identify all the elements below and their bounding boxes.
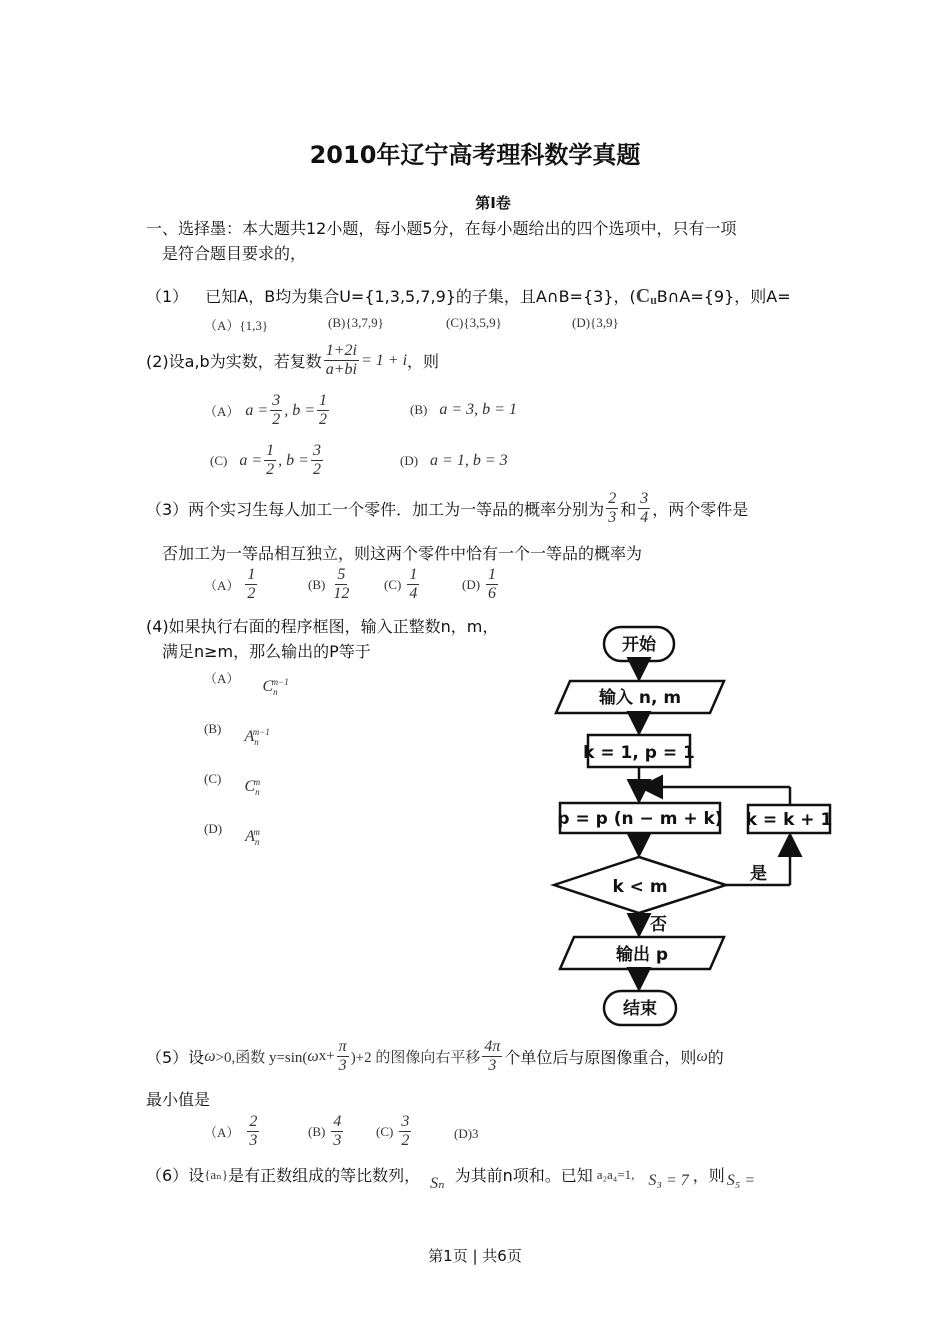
q1-number: （1）: [146, 287, 189, 306]
flow-end-label: 结束: [623, 999, 657, 1019]
q1-text: 已知A，B均为集合U={1,3,5,7,9}的子集，且A∩B={3}，(: [205, 287, 636, 306]
q1-option-c: (C){3,5,9}: [446, 315, 502, 330]
q2-option-b: (B) a = 3, b = 1: [410, 401, 517, 418]
q1-option-a: （A）{1,3}: [204, 318, 269, 333]
q5-option-d: (D)3: [454, 1126, 479, 1141]
q1-option-b: (B){3,7,9}: [328, 315, 384, 330]
flow-init-label: k = 1, p = 1: [583, 743, 695, 763]
q5-option-b: (B) $\frac{4}{3}$: [308, 1113, 342, 1149]
volume-label: 第Ⅰ卷: [475, 194, 511, 212]
q2-option-c: (C) a = $\frac{1}{2}$ , b = $\frac{3}{2}$: [210, 442, 321, 478]
q2-prefix: (2)设a,b为实数，若复数: [146, 352, 322, 371]
q1-text2: B∩A={9}，则A=: [656, 287, 791, 306]
flow-output-label: 输出 p: [615, 945, 669, 965]
question-6: （6）设 {aₙ} 是有正数组成的等比数列， Sₙ 为其前n项和。已知 a₂a₄=1, S₃ = 7 ，则 S₅ =: [146, 1166, 756, 1192]
section-heading: 一、选择墨：本大题共12小题，每小题5分，在每小题给出的四个选项中，只有一项: [146, 219, 737, 238]
page-footer: 第1页 | 共6页: [428, 1247, 522, 1265]
q4-option-a: （A） $C_n^{m-1}$: [204, 671, 289, 698]
q2-fraction: $\frac{1+2i}{a+bi}$: [325, 342, 357, 378]
q3-option-b: (B) $\frac{5}{12}$: [308, 566, 350, 602]
q2-option-d: (D) a = 1, b = 3: [400, 452, 508, 469]
flow-input-label: 输入 n, m: [598, 688, 682, 708]
q3-option-d: (D) $\frac{1}{6}$: [462, 566, 497, 602]
question-4: (4)如果执行右面的程序框图，输入正整数n，m，: [146, 617, 499, 636]
flow-increment-label: k = k + 1: [745, 810, 833, 830]
q2-equation: = 1 + i: [360, 351, 408, 369]
flow-no-label: 否: [650, 915, 667, 935]
question-4-cont: 满足n≥m，那么输出的P等于: [162, 642, 371, 661]
q5-option-c: (C) $\frac{3}{2}$: [376, 1113, 410, 1149]
q3-option-c: (C) $\frac{1}{4}$: [384, 566, 418, 602]
complement-symbol: Cᵤ: [635, 285, 657, 307]
q4-option-c: (C) $C_n^m$: [204, 771, 261, 798]
q3-option-a: （A） $\frac{1}{2}$: [204, 566, 256, 602]
flow-update-label: p = p (n − m + k): [557, 809, 723, 829]
question-5: （5）设 ω >0,函数 y=sin( ω x+ $\frac{\pi}{3}$ )+2 的图像向右平移 $\frac{4\pi}{3}$ 个单位后与原图像重合，则 ω 的: [146, 1038, 724, 1074]
question-3-cont: 否加工为一等品相互独立，则这两个零件中恰有一个一等品的概率为: [162, 544, 643, 563]
question-5-cont: 最小值是: [146, 1090, 211, 1109]
question-3: （3）两个实习生每人加工一个零件．加工为一等品的概率分别为 $\frac{2}{3}$ 和 $\frac{3}{4}$ ，两个零件是: [146, 490, 749, 526]
flow-yes-label: 是: [750, 864, 767, 884]
flow-condition-label: k < m: [612, 877, 668, 897]
page-title: 2010年辽宁高考理科数学真题: [309, 141, 641, 169]
q4-option-d: (D) $A_n^m$: [204, 821, 260, 848]
flow-start-label: 开始: [622, 635, 656, 655]
question-1: [146, 284, 791, 308]
q2-suffix: ，则: [407, 352, 440, 371]
flowchart: [540, 615, 840, 1035]
q5-option-a: （A） $\frac{2}{3}$: [204, 1113, 258, 1149]
q2-option-a: （A） a = $\frac{3}{2}$ , b = $\frac{1}{2}$: [204, 392, 327, 428]
section-heading-cont: 是符合题目要求的，: [162, 244, 307, 263]
q4-option-b: (B) $A_n^{m-1}$: [204, 721, 270, 748]
q1-option-d: (D){3,9}: [572, 315, 619, 330]
question-2: [146, 342, 439, 379]
